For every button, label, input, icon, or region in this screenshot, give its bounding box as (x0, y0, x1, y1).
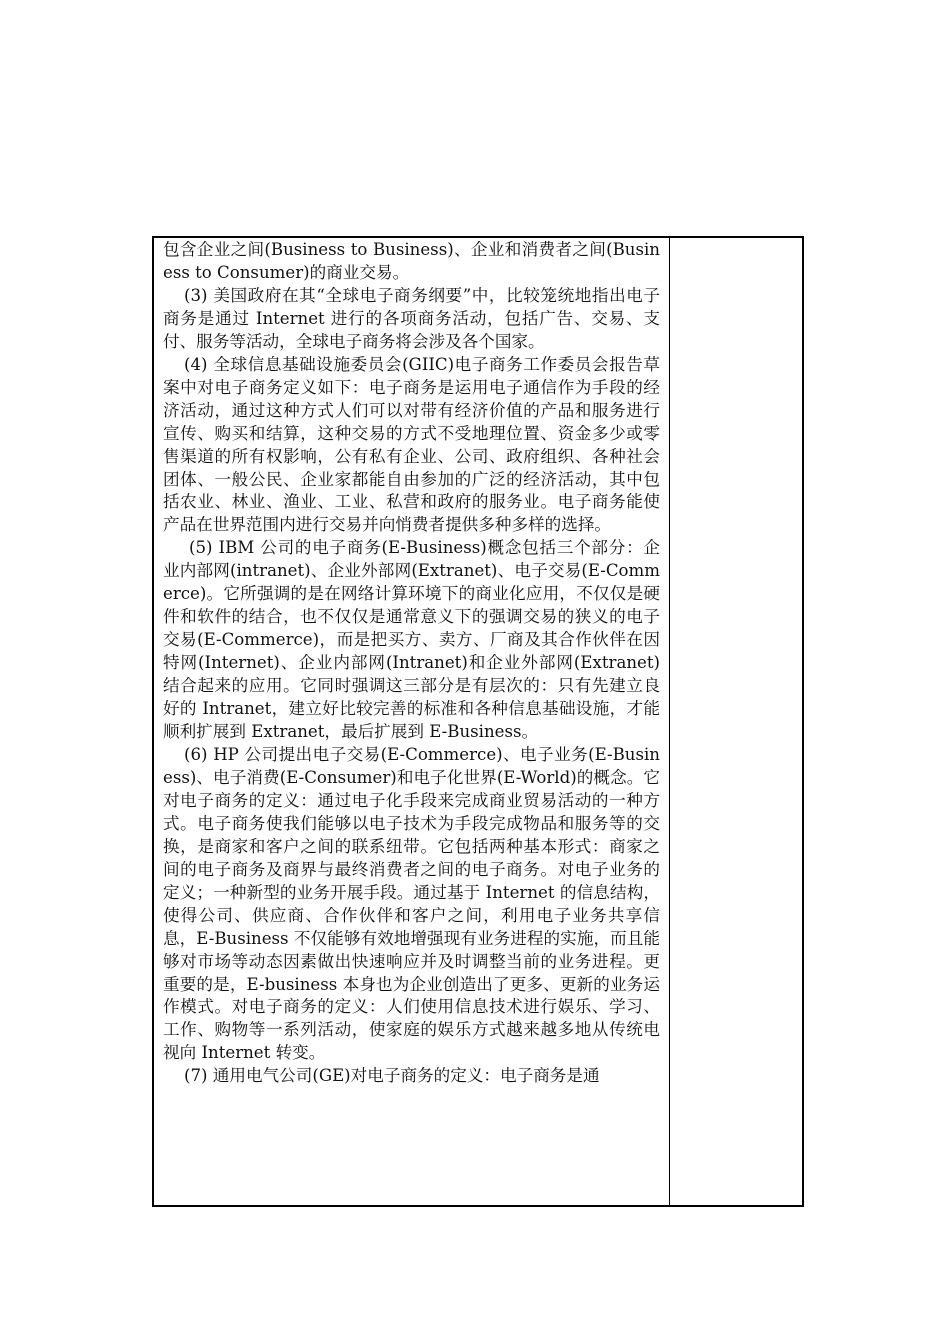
paragraph-ge: (7) 通用电气公司(GE)对电子商务的定义：电子商务是通 (184, 1066, 600, 1086)
paragraph-continuation: 包含企业之间(Business to Business)、企业和消费者之间(Business to Consumer)的商业交易。 (163, 240, 660, 282)
paragraph-ibm: (5) IBM 公司的电子商务(E-Business)概念包括三个部分：企业内部网(intranet)、企业外部网(Extranet)、电子交易(E-Commerce)。它所强调的是在网络计算环境下的商业化应用，不仅仅是硬件和软件的结合，也不仅仅是通常意义下的强调交易的狭义的电子交易(E-Commerce)，而是把买方、卖方、厂商及其合作伙伴在因特网(Internet)、企业内部网(Intranet)和企业外部网(Extranet)结合起来的应用。它同时强调这三部分是有层次的：只有先建立良好的 Intranet，建立好比较完善的标准和各种信息基础设施，才能顺利扩展到 Extranet，最后扩展到 E-Business。 (163, 538, 660, 742)
content-table (152, 236, 804, 1207)
paragraph-us-government: (3) 美国政府在其“全球电子商务纲要”中，比较笼统地指出电子商务是通过 Internet 进行的各项商务活动，包括广告、交易、支付、服务等活动，全球电子商务将会涉及各个国家。 (163, 285, 660, 351)
paragraph-giic: (4) 全球信息基础设施委员会(GIIC)电子商务工作委员会报告草案中对电子商务定义如下：电子商务是运用电子通信作为手段的经济活动，通过这种方式人们可以对带有经济价值的产品和服务进行宣传、购买和结算，这种交易的方式不受地理位置、资金多少或零售渠道的所有权影响，公有私有企业、公司、政府组织、各种社会团体、一般公民、企业家都能自由参加的广泛的经济活动，其中包括农业、林业、渔业、工业、私营和政府的服务业。电子商务能使产品在世界范围内进行交易并向悄费者提供多种多样的选择。 (163, 354, 660, 535)
paragraph-hp: (6) HP 公司提出电子交易(E-Commerce)、电子业务(E-Business)、电子消费(E-Consumer)和电子化世界(E-World)的概念。它对电子商务的定义：通过电子化手段来完成商业贸易活动的一种方式。电子商务使我们能够以电子技术为手段完成物品和服务等的交换，是商家和客户之间的联系纽带。它包括两种基本形式：商家之间的电子商务及商界与最终消费者之间的电子商务。对电子业务的定义；一种新型的业务开展手段。通过基于 Internet 的信息结构，使得公司、供应商、合作伙伴和客户之间，利用电子业务共享信息，E-Business 不仅能够有效地增强现有业务进程的实施，而且能够对市场等动态因素做出快速响应并及时调整当前的业务进程。更重要的是，E-business 本身也为企业创造出了更多、更新的业务运作模式。对电子商务的定义：人们使用信息技术进行娱乐、学习、工作、购物等一系列活动，使家庭的娱乐方式越来越多地从传统电视向 Internet 转变。 (163, 744, 660, 1063)
content-cell (154, 238, 670, 1205)
side-cell (670, 238, 802, 1205)
